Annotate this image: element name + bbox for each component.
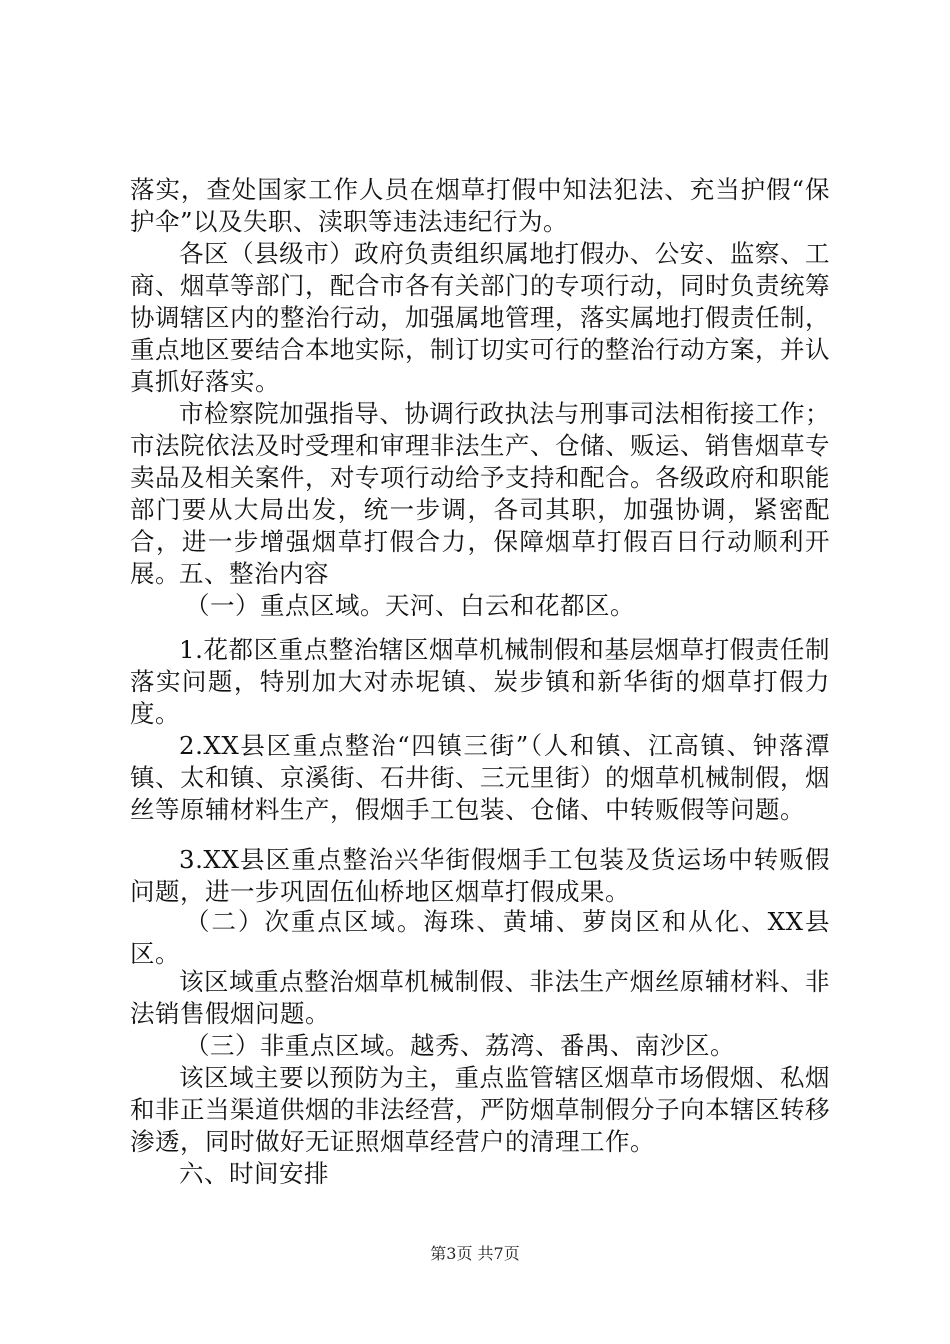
paragraph-court-coordination: 市检察院加强指导、协调行政执法与刑事司法相衔接工作；市法院依法及时受理和审理非法生产、仓储、贩运、销售烟草专卖品及相关案件，对专项行动给予支持和配合。各级政府和职能部门要从大局出发，统一步调，各司其职，加强协调，紧密配合，进一步增强烟草打假合力，保障烟草打假百日行动顺利开展。 bbox=[130, 399, 830, 588]
item-county-xinghua: 3.XX县区重点整治兴华街假烟手工包装及货运场中转贩假问题，进一步巩固伍仙桥地区烟草打假成果。 bbox=[130, 845, 830, 906]
item-huadu: 1.花都区重点整治辖区烟草机械制假和基层烟草打假责任制落实问题，特别加大对赤坭镇、炭步镇和新华街的烟草打假力度。 bbox=[130, 635, 830, 728]
paragraph-prevention: 该区域主要以预防为主，重点监管辖区烟草市场假烟、私烟和非正当渠道供烟的非法经营，严防烟草制假分子向本辖区转移渗透，同时做好无证照烟草经营户的清理工作。 bbox=[130, 1063, 830, 1156]
subheading-non-key-areas: （三）非重点区域。越秀、荔湾、番禺、南沙区。 bbox=[185, 1031, 735, 1060]
paragraph-oversight-continuation: 落实，查处国家工作人员在烟草打假中知法犯法、充当护假“保护伞”以及失职、渎职等违法违纪行为。 bbox=[130, 175, 830, 236]
subheading-key-areas: （一）重点区域。天河、白云和花都区。 bbox=[185, 591, 635, 620]
paragraph-district-responsibility: 各区（县级市）政府负责组织属地打假办、公安、监察、工商、烟草等部门，配合市各有关部门的专项行动，同时负责统筹协调辖区内的整治行动，加强属地管理，落实属地打假责任制，重点地区要结合本地实际，制订切实可行的整治行动方案，并认真抓好落实。 bbox=[130, 239, 830, 396]
paragraph-secondary-focus: 该区域重点整治烟草机械制假、非法生产烟丝原辅材料、非法销售假烟问题。 bbox=[130, 967, 830, 1028]
subheading-secondary-areas: （二）次重点区域。海珠、黄埔、萝岗区和从化、XX县区。 bbox=[130, 907, 830, 968]
section-heading-content: 五、整治内容 bbox=[179, 559, 329, 588]
item-county-four-towns: 2.XX县区重点整治“四镇三街”（人和镇、江高镇、钟落潭镇、太和镇、京溪街、石井街、三元里街）的烟草机械制假，烟丝等原辅材料生产，假烟手工包装、仓储、中转贩假等问题。 bbox=[130, 731, 830, 824]
page-number: 第3页 共7页 bbox=[430, 1244, 520, 1263]
section-heading-schedule: 六、时间安排 bbox=[179, 1159, 329, 1188]
